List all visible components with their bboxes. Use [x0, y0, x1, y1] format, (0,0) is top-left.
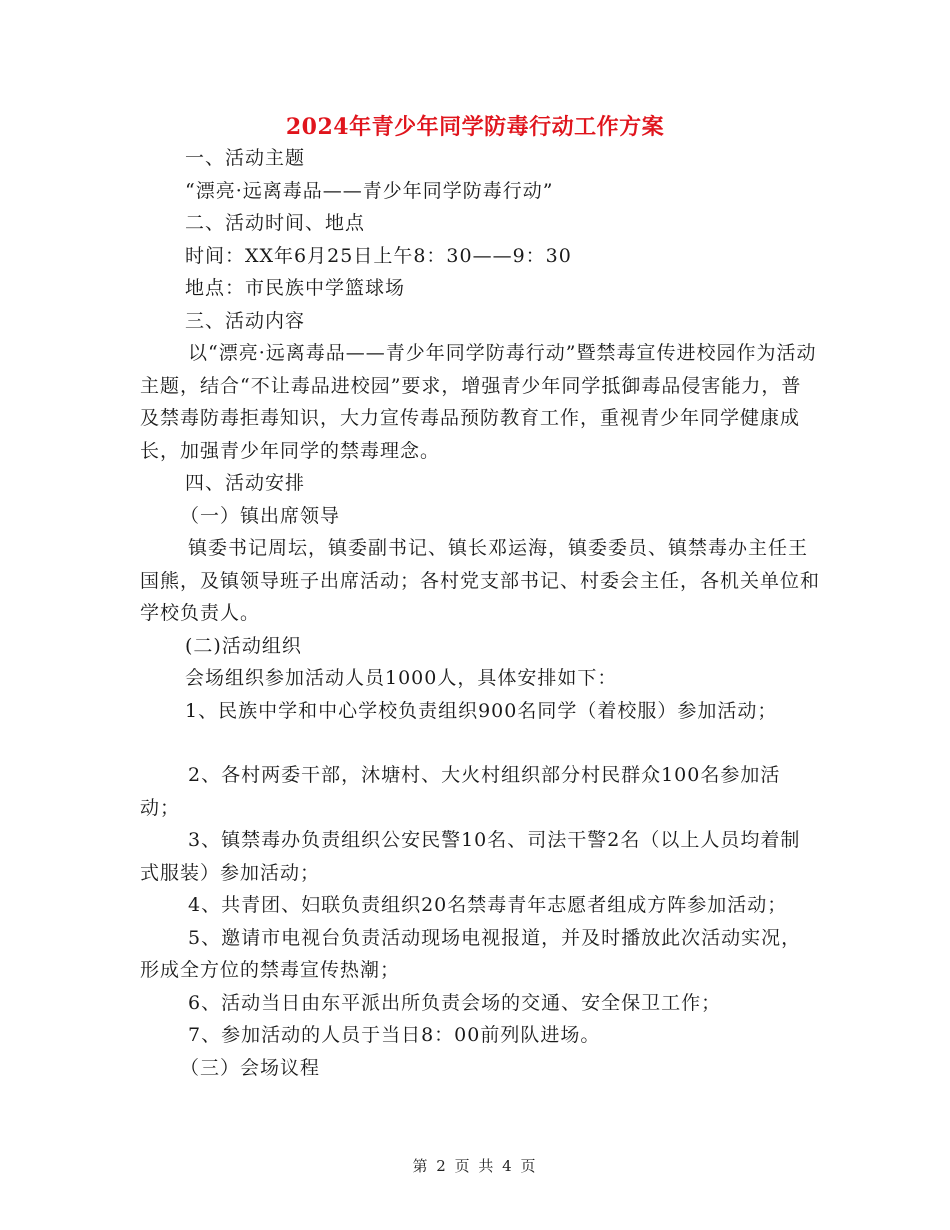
- organization-intro: 会场组织参加活动人员1000人，具体安排如下：: [185, 667, 618, 689]
- list-item-4: 4、共青团、妇联负责组织20名禁毒青年志愿者组成方阵参加活动；: [188, 894, 788, 916]
- section-heading-arrangement: 四、活动安排: [185, 472, 306, 494]
- page-footer: 第 2 页 共 4 页: [412, 1157, 538, 1175]
- subheading-agenda: （三）会场议程: [180, 1056, 321, 1079]
- subheading-leaders: （一）镇出席领导: [180, 504, 341, 527]
- list-item-6: 6、活动当日由东平派出所负责会场的交通、安全保卫工作；: [188, 991, 722, 1014]
- theme-text: “漂亮·远离毒品——青少年同学防毒行动”: [185, 179, 554, 202]
- section-heading-time-place: 二、活动时间、地点: [185, 212, 366, 234]
- list-item-2: 2、各村两委干部，沐塘村、大火村组织部分村民群众100名参加活动；: [140, 764, 781, 819]
- document-body: [140, 142, 820, 1084]
- leaders-paragraph: 镇委书记周坛，镇委副书记、镇长邓运海，镇委委员、镇禁毒办主任王国熊，及镇领导班子出席活动；各村党支部书记、村委会主任，各机关单位和学校负责人。: [140, 537, 821, 624]
- place-text: 地点：市民族中学篮球场: [185, 277, 406, 299]
- blank-line: [140, 727, 820, 759]
- list-item-5: 5、邀请市电视台负责活动现场电视报道，并及时播放此次活动实况，形成全方位的禁毒宣传热潮；: [140, 926, 802, 981]
- list-item-7: 7、参加活动的人员于当日8：00前列队进场。: [188, 1024, 601, 1046]
- section-heading-content: 三、活动内容: [185, 309, 306, 332]
- section-heading-theme: 一、活动主题: [185, 147, 306, 169]
- subheading-organization: (二)活动组织: [185, 634, 302, 657]
- list-item-1: 1、民族中学和中心学校负责组织900名同学（着校服）参加活动；: [185, 699, 778, 722]
- time-text: 时间：XX年6月25日上午8：30——9：30: [185, 244, 572, 267]
- content-paragraph: 以“漂亮·远离毒品——青少年同学防毒行动”暨禁毒宣传进校园作为活动主题，结合“不让毒品进校园”要求，增强青少年同学抵御毒品侵害能力，普及禁毒防毒拒毒知识，大力宣传毒品预防教育工作，重视青少年同学健康成长，加强青少年同学的禁毒理念。: [140, 342, 817, 462]
- document-title: 2024年青少年同学防毒行动工作方案: [285, 114, 665, 140]
- list-item-3: 3、镇禁毒办负责组织公安民警10名、司法干警2名（以上人员均着制式服装）参加活动；: [140, 829, 801, 884]
